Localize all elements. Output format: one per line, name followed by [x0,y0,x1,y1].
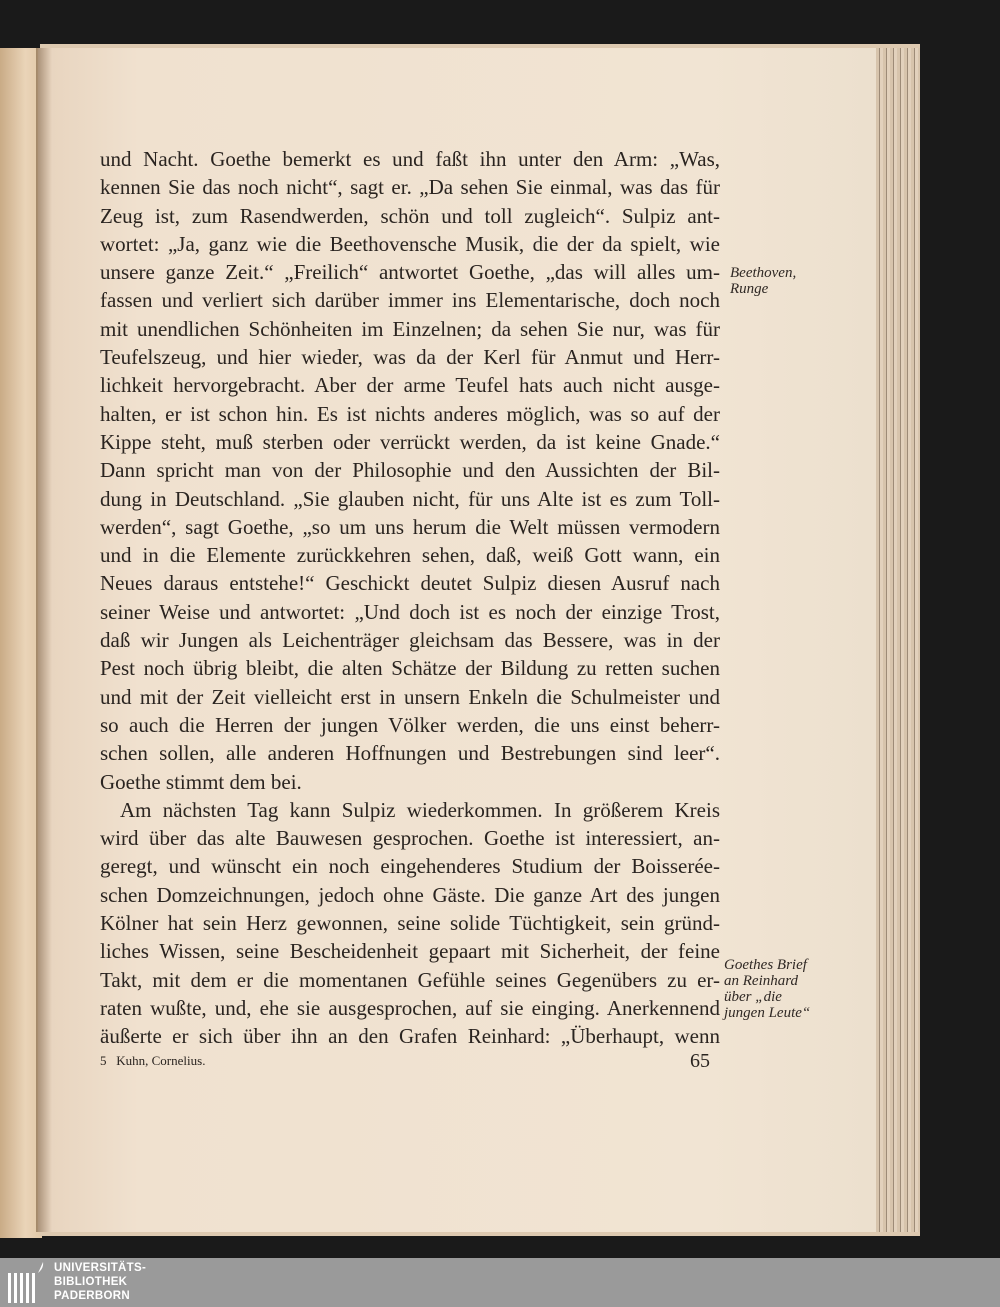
text-line: dung in Deutschland. „Sie glauben nicht, für uns Alte ist es zum Toll- [100,486,720,511]
margin-note-line: Goethes Brief [724,957,807,973]
text-line: so auch die Herren der jungen Völker werden, die uns einst beherr- [100,712,720,737]
text-line: werden“, sagt Goethe, „so um uns herum die Welt müssen vermodern [100,514,720,539]
library-name-line: PADERBORN [54,1290,130,1302]
text-line: Neues daraus entstehe!“ Geschickt deutet Sulpiz diesen Ausruf nach [100,571,720,596]
text-line: halten, er ist schon hin. Es ist nichts anderes möglich, was so auf der [100,401,720,426]
text-line: Pest noch übrig bleibt, die alten Schätze der Bildung zu retten suchen [100,656,720,681]
text-line: Teufelszeug, und hier wieder, was da der Kerl für Anmut und Herr- [100,345,720,370]
text-line: äußerte er sich über ihn an den Grafen Reinhard: „Überhaupt, wenn [100,1024,720,1049]
margin-note-goethes-brief [724,957,810,1021]
text-line: kennen Sie das noch nicht“, sagt er. „Da sehen Sie einmal, was das für [100,175,720,200]
text-line: Goethe stimmt dem bei. [100,769,302,794]
text-line: unsere ganze Zeit.“ „Freilich“ antwortet Goethe, „das will alles um- [100,260,720,285]
library-name-line: BIBLIOTHEK [54,1276,128,1288]
spine-shadow [36,48,52,1232]
text-line: Kippe steht, muß sterben oder verrückt werden, da ist keine Gnade.“ [100,429,720,454]
text-line: Kölner hat sein Herz gewonnen, seine solide Tüchtigkeit, sein gründ- [100,911,720,936]
footer-signature: 5 Kuhn, Cornelius. [100,1053,206,1068]
margin-note-line: Beethoven, [730,265,797,281]
text-line: geregt, und wünscht ein noch eingehenderes Studium der Boisserée- [100,854,720,879]
library-name-line: UNIVERSITÄTS- [54,1262,147,1274]
text-line: wortet: „Ja, ganz wie die Beethovensche Musik, die der da spielt, wie [100,231,720,256]
text-line: Am nächsten Tag kann Sulpiz wiederkommen. In größerem Kreis [120,797,720,822]
margin-note-line: über „die [724,989,782,1005]
body-text [100,145,720,1051]
text-line: mit unendlichen Schönheiten im Einzelnen; da sehen Sie nur, was für [100,316,720,341]
margin-note-line: an Reinhard [724,973,799,989]
text-line: schen Domzeichnungen, jedoch ohne Gäste. Die ganze Art des jungen [100,882,720,907]
text-line: Dann spricht man von der Philosophie und den Aussichten der Bil- [100,458,720,483]
page-number: 65 [690,1050,710,1072]
text-line: wird über das alte Bauwesen gesprochen. Goethe ist interessiert, an- [100,826,720,851]
text-line: Takt, mit dem er die momentanen Gefühle seines Gegenübers zu er- [100,967,720,992]
text-line: fassen und verliert sich darüber immer ins Elementarische, doch noch [100,288,720,313]
margin-note-line: Runge [730,281,769,297]
library-logo-icon [6,1260,46,1305]
text-line: lichkeit hervorgebracht. Aber der arme Teufel hats auch nicht ausge- [100,373,720,398]
text-line: und in die Elemente zurückkehren sehen, daß, weiß Gott wann, ein [100,543,720,568]
text-line: liches Wissen, seine Bescheidenheit gepaart mit Sicherheit, der feine [100,939,720,964]
margin-note-line: jungen Leute“ [724,1005,811,1021]
text-line: daß wir Jungen als Leichenträger gleichsam das Bessere, was in der [100,628,720,653]
text-line: und mit der Zeit vielleicht erst in unsern Enkeln die Schulmeister und [100,684,720,709]
text-line: raten wußte, und, ehe sie ausgesprochen, auf sie einging. Anerkennend [100,995,720,1020]
text-line: seiner Weise und antwortet: „Und doch ist es noch der einzige Trost, [100,599,720,624]
text-line: schen sollen, alle anderen Hoffnungen und Bestrebungen sind leer“. [100,741,720,766]
text-line: und Nacht. Goethe bemerkt es und faßt ihn unter den Arm: „Was, [100,147,720,171]
library-footer-bar [0,1258,1000,1307]
margin-note-beethoven [730,265,796,297]
library-name [54,1261,146,1303]
text-line: Zeug ist, zum Rasendwerden, schön und toll zugleich“. Sulpiz ant- [100,203,720,228]
